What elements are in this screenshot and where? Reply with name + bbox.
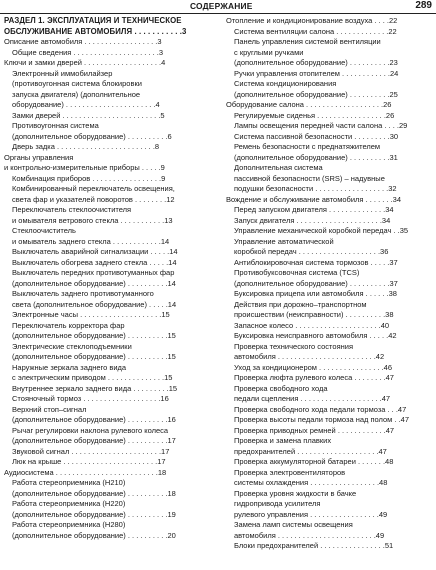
toc-entry: (дополнительное оборудование) . . . . . . . . . .15	[12, 352, 176, 361]
toc-entry: Верхний стоп–сигнал	[12, 404, 87, 414]
toc-entry: рулевого управления . . . . . . . . . . . . . . . . .49	[234, 509, 388, 519]
toc-entry: Выключатель заднего противотуманного	[12, 289, 154, 298]
toc-entry: Аудиосистема . . . . . . . . . . . . . . . . . . . . . . . . .18	[4, 467, 167, 477]
toc-entry: (дополнительное оборудование) . . . . . . . . . .17	[12, 436, 176, 445]
toc-entry: (дополнительное оборудование) . . . . . . . . . .31	[234, 152, 398, 162]
toc-entry: Панель управления системой вентиляции	[234, 37, 381, 46]
toc-entry: Управление механической коробкой передач . .35	[234, 226, 409, 235]
toc-entry: Система вентиляции салона . . . . . . . . . . . . .22	[234, 26, 397, 36]
toc-entry: Проверка электровентиляторов	[234, 467, 346, 477]
toc-entry: Дверь задка . . . . . . . . . . . . . . . . . . . . . . . .8	[12, 142, 160, 151]
toc-entry: и омывателя ветрового стекла . . . . . . . . . . .13	[12, 215, 173, 225]
toc-entry: педали сцепления . . . . . . . . . . . . . . . . . . . .47	[234, 394, 391, 403]
toc-entry: Проверка приводных ремней . . . . . . . . . . . .47	[234, 425, 395, 435]
page-number: 289	[415, 0, 432, 11]
toc-entry: Лампы освещения передней части салона . . . .29	[234, 121, 408, 130]
toc-entry: Рычаг регулировки наклона рулевого колеса	[12, 425, 169, 435]
toc-entry: коробкой передач . . . . . . . . . . . . . . . . . . . .36	[234, 247, 389, 256]
toc-entry: Выключатель аварийной сигнализации . . . . .14	[12, 247, 178, 256]
toc-entry: Проверка уровня жидкости в бачке	[234, 488, 357, 498]
toc-entry: Люк на крыше . . . . . . . . . . . . . . . . . . . . . . .17	[12, 457, 166, 466]
toc-entry: света (дополнительное оборудование) . . . . .14	[12, 299, 177, 309]
toc-entry: Работа стереоприемника (Н210)	[12, 478, 126, 487]
toc-entry: (дополнительное оборудование) . . . . . . . . . .20	[12, 530, 176, 540]
toc-entry: Проверка и замена плавких	[234, 436, 332, 445]
toc-entry: происшествии (неисправности) . . . . . . . . . .38	[234, 310, 394, 319]
toc-entry: предохранителей . . . . . . . . . . . . . . . . . . . .47	[234, 446, 387, 456]
toc-entry: Стояночный тормоз . . . . . . . . . . . . . . . . . . .16	[12, 394, 169, 403]
toc-entry: Управление автоматической	[234, 236, 334, 246]
toc-entry: Буксировка прицепа или автомобиля . . . . . .38	[234, 289, 397, 298]
toc-entry: (дополнительное оборудование) . . . . . . . . . .6	[12, 131, 172, 141]
toc-entry: Переключатель стеклоочистителя	[12, 205, 132, 214]
toc-entry: и омыватель заднего стекла . . . . . . . . . . . .14	[12, 236, 170, 246]
toc-entry: Замена ламп системы освещения	[234, 520, 353, 529]
toc-entry: Буксировка неисправного автомобиля . . . . .42	[234, 331, 397, 340]
toc-entry: автомобиля . . . . . . . . . . . . . . . . . . . . . . . .49	[234, 530, 385, 540]
toc-entry: (дополнительное оборудование) . . . . . . . . . .19	[12, 509, 176, 519]
toc-entry: Противобуксовочная система (TCS)	[234, 268, 360, 277]
toc-entry: подушки безопасности . . . . . . . . . . . . . . . . . .32	[234, 184, 397, 193]
toc-entry: Электрические стеклоподъемники	[12, 341, 132, 351]
toc-entry: (дополнительное оборудование) . . . . . . . . . .18	[12, 488, 176, 498]
toc-entry: Выключатель передних противотуманных фар	[12, 268, 175, 277]
toc-entry: с круглыми ручками	[234, 47, 304, 57]
toc-entry: (дополнительное оборудование) . . . . . . . . . .25	[234, 89, 398, 99]
toc-entry: Стеклоочиститель	[12, 226, 76, 235]
toc-entry: Переключатель корректора фар	[12, 320, 125, 330]
toc-entry: Работа стереоприемника (Н280)	[12, 520, 126, 529]
toc-entry: (дополнительное оборудование) . . . . . . . . . .14	[12, 278, 176, 288]
toc-entry: пассивной безопасности (SRS) – надувные	[234, 173, 385, 183]
toc-entry: Выключатель обогрева заднего стекла . . . . .14	[12, 257, 177, 267]
toc-entry: (дополнительное оборудование) . . . . . . . . . .15	[12, 331, 176, 340]
toc-entry: с электрическим приводом . . . . . . . . . . . . . .15	[12, 373, 173, 382]
toc-entry: Запуск двигателя . . . . . . . . . . . . . . . . . . . . .34	[234, 215, 391, 225]
toc-entry: Ремень безопасности с преднатяжителем	[234, 142, 381, 151]
toc-entry: Действия при дорожно–транспортном	[234, 299, 367, 309]
toc-entry: системы охлаждения . . . . . . . . . . . . . . . . .48	[234, 478, 388, 487]
toc-entry: Электронный иммобилайзер	[12, 68, 113, 78]
toc-entry: Описание автомобиля . . . . . . . . . . . . . . . . . .3	[4, 37, 162, 46]
toc-entry: (дополнительное оборудование) . . . . . . . . . .37	[234, 278, 398, 288]
toc-entry: запуска двигателя) (дополнительное	[12, 89, 141, 99]
toc-left-column	[4, 16, 214, 541]
toc-entry: Электронные часы . . . . . . . . . . . . . . . . . . . .15	[12, 310, 170, 319]
toc-entry: света фар и указателей поворотов . . . . . . . .12	[12, 194, 175, 204]
toc-entry: автомобиля . . . . . . . . . . . . . . . . . . . . . . . .42	[234, 352, 385, 361]
toc-entry: гидропривода усилителя	[234, 499, 321, 508]
page-header	[0, 0, 436, 14]
toc-entry: Запасное колесо . . . . . . . . . . . . . . . . . . . . .40	[234, 320, 390, 330]
toc-entry: Звуковой сигнал . . . . . . . . . . . . . . . . . . . . . .17	[12, 446, 170, 456]
toc-entry: Работа стереоприемника (Н220)	[12, 499, 126, 508]
toc-entry: Проверка высоты педали тормоза над полом . .47	[234, 415, 410, 424]
toc-entry: Отопление и кондиционирование воздуха . . . .22	[226, 16, 398, 25]
toc-entry: Противоугонная система	[12, 121, 99, 130]
toc-entry: и контрольно-измерительные приборы . . . . .9	[4, 163, 165, 172]
toc-entry: Наружные зеркала заднего вида	[12, 362, 127, 372]
toc-entry: Ключи и замки дверей . . . . . . . . . . . . . . . . . . .4	[4, 58, 166, 67]
toc-entry: Общие сведения . . . . . . . . . . . . . . . . . . . . .3	[12, 47, 164, 57]
toc-entry: оборудование) . . . . . . . . . . . . . . . . . . . . . .4	[12, 100, 160, 109]
toc-entry: Система пассивной безопасности . . . . . . . . .30	[234, 131, 399, 141]
toc-entry: Комбинация приборов . . . . . . . . . . . . . . . . .9	[12, 173, 166, 183]
toc-right-column	[226, 16, 436, 552]
toc-entry: Антиблокировочная система тормозов . . . . .37	[234, 257, 398, 267]
toc-entry: Регулируемые сиденья . . . . . . . . . . . . . . . . .26	[234, 110, 395, 120]
toc-entry: Внутреннее зеркало заднего вида . . . . . . . . .15	[12, 383, 178, 393]
toc-entry: Ручки управления отопителем . . . . . . . . . . . .24	[234, 68, 399, 78]
toc-entry: Проверка аккумуляторной батареи . . . . . . .48	[234, 457, 394, 466]
toc-entry: Органы управления	[4, 152, 74, 162]
toc-entry: Замки дверей . . . . . . . . . . . . . . . . . . . . . . . .5	[12, 110, 165, 120]
toc-entry: (дополнительное оборудование) . . . . . . . . . .23	[234, 58, 398, 67]
toc-entry: Система кондиционирования	[234, 79, 337, 88]
toc-entry: (дополнительное оборудование) . . . . . . . . . .16	[12, 415, 176, 424]
toc-entry: Оборудование салона . . . . . . . . . . . . . . . . . . .26	[226, 100, 392, 109]
toc-entry: Перед запуском двигателя . . . . . . . . . . . . . .34	[234, 205, 394, 214]
page-title: СОДЕРЖАНИЕ	[190, 1, 253, 11]
toc-entry: Комбинированный переключатель освещения,	[12, 184, 175, 193]
toc-entry: Дополнительная система	[234, 163, 323, 172]
toc-entry: Проверка свободного хода педали тормоза . . .47	[234, 404, 407, 414]
toc-section-heading: РАЗДЕЛ 1. ЭКСПЛУАТАЦИЯ И ТЕХНИЧЕСКОЕ	[4, 16, 182, 25]
toc-entry: Вождение и обслуживание автомобиля . . . . . . .34	[226, 194, 401, 204]
toc-entry: Проверка свободного хода	[234, 383, 328, 393]
toc-entry: Уход за кондиционером . . . . . . . . . . . . . . . .46	[234, 362, 392, 372]
toc-entry: Проверка технического состояния	[234, 341, 354, 351]
toc-entry: (противоугонная система блокировки	[12, 79, 142, 88]
toc-section-heading: ОБСЛУЖИВАНИЕ АВТОМОБИЛЯ . . . . . . . . . . .3	[4, 26, 187, 36]
toc-entry: Блоки предохранителей . . . . . . . . . . . . . . . .51	[234, 541, 394, 550]
toc-entry: Проверка люфта рулевого колеса . . . . . . . .47	[234, 373, 394, 382]
